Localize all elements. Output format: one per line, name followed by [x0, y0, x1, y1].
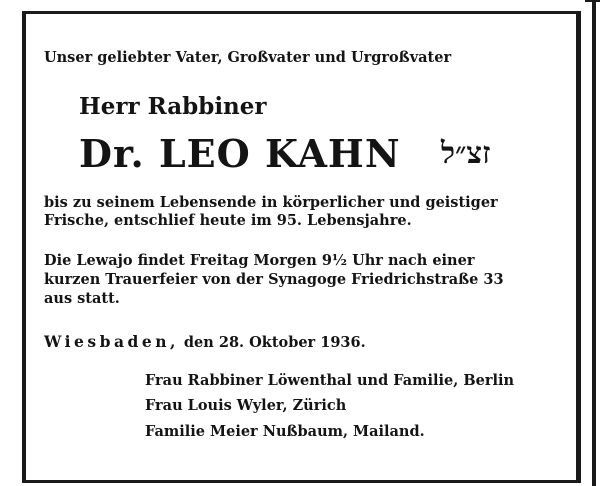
- signer-3: Familie Meier Nußbaum, Mailand.: [145, 423, 425, 440]
- paragraph2-line2: kurzen Trauerfeier von der Synagoge Friedrichstraße 33: [44, 271, 504, 288]
- paragraph1-line2: Frische, entschlief heute im 95. Lebensjahre.: [44, 212, 412, 229]
- adjacent-column-border: [592, 0, 596, 486]
- paragraph1-line1: bis zu seinem Lebensende in körperlicher und geistiger: [44, 194, 498, 211]
- date: den 28. Oktober 1936.: [183, 334, 366, 351]
- place-date-line: [44, 334, 366, 351]
- place: Wiesbaden,: [44, 332, 179, 351]
- intro-line: Unser geliebter Vater, Großvater und Urgroßvater: [44, 49, 452, 66]
- title-line: Herr Rabbiner: [79, 93, 267, 120]
- signer-2: Frau Louis Wyler, Zürich: [145, 397, 347, 414]
- hebrew-abbreviation: זצ״ל: [441, 136, 491, 171]
- deceased-name: Dr. LEO KAHN: [79, 131, 401, 176]
- signer-1: Frau Rabbiner Löwenthal und Familie, Berlin: [145, 372, 515, 389]
- paragraph2-line3: aus statt.: [44, 290, 120, 307]
- paragraph2-line1: Die Lewajo findet Freitag Morgen 9½ Uhr nach einer: [44, 252, 475, 269]
